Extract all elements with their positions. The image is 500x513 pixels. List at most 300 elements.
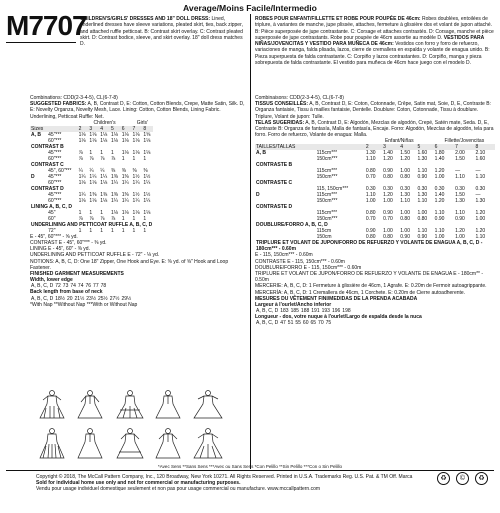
size-cell: 6 [434, 144, 454, 150]
table-row [30, 192, 153, 198]
yardage-cell: 1¼ [78, 173, 86, 180]
yardage-cell: 1.40 [383, 150, 393, 157]
note-line: CONTRASTE E - 115, 150cm*** - 0.60m [255, 258, 345, 265]
fabric-width: 150cm*** [316, 198, 338, 205]
yardage-cell: 1.10 [475, 234, 486, 241]
fabric-width: 72" [48, 227, 56, 234]
yardage-cell: 1.20 [475, 228, 486, 235]
table-row [30, 228, 153, 234]
note-line: NOTIONS: A, B, C, D: One 18" Zipper, One Hook and Eye. E: ⅜ yd. of ⅝" Hook and Loop Fastener. [30, 258, 229, 271]
table-row [30, 168, 153, 174]
finished-heading-fr: MESURES DU VÊTEMENT FINI/MEDIDAS DE LA PRENDA ACABADA [255, 295, 418, 302]
table-row [30, 198, 153, 204]
fabric-width: 45"*** [48, 149, 62, 156]
yardage-cell: 1 [89, 227, 93, 234]
divider [6, 42, 76, 43]
yardage-cell: 1.00 [365, 198, 376, 205]
yardage-cell: 1⅛ [78, 197, 86, 204]
size-cell: 2 [78, 126, 89, 132]
yardage-cell: — [475, 168, 481, 175]
copyright-icon: © [456, 472, 469, 485]
measurement-cell: 77 [93, 283, 99, 290]
table-row [30, 138, 153, 144]
yardage-cell: 1.00 [434, 174, 445, 181]
column-divider [250, 14, 251, 469]
size-cell: 4 [99, 126, 110, 132]
size-header-girls: Girls' [136, 119, 148, 126]
dress-sketch-b-front [117, 391, 143, 419]
fabric-width: 115cm*** [316, 210, 338, 217]
tailles-label: TAILLES/TALLAS [255, 144, 316, 150]
yardage-cell: 1.10 [434, 228, 445, 235]
size-header-enfant: Enfant/Niñas [384, 138, 414, 145]
yardage-cell: 1.10 [434, 210, 445, 217]
yardage-cell: 0.80 [365, 210, 376, 217]
table-row [30, 156, 153, 162]
table-row [30, 180, 153, 186]
note-line: CONTRAST E - 45", 60"*** - ⅜ yd. [30, 240, 107, 247]
yardage-cell: 1.40 [434, 192, 445, 199]
yardage-cell: 1.60 [475, 156, 486, 163]
measurement-cell: 76 [85, 283, 92, 290]
notes-fr [255, 252, 495, 295]
measurement-cell: 75 [325, 320, 332, 327]
yardage-cell: ¼ [78, 167, 83, 174]
suggested-fabrics-heading: SUGGESTED FABRICS: [30, 101, 87, 108]
yardage-cell: 1⅜ [100, 191, 108, 198]
note-line: MERCERIE: A, B, C, D: 1 Fermeture à glissière de 46cm, 1 Agrafe. E: 0.20m de Fermoir autoagrippante. [255, 283, 487, 290]
yardage-cell: 1.00 [383, 198, 393, 205]
dress-sketch-d-front [117, 429, 143, 459]
view-label: A, B, C, D [31, 283, 54, 290]
dress-sketch-doll [194, 391, 222, 419]
measurement-cell: 72 [55, 283, 61, 290]
yardage-cell: 1.00 [434, 234, 445, 241]
description-body-es: Vestidos con forro y forro de refuerzo, variaciones de manga, falda plisada, lazos, cierre de cremallera en espalda y volante de enagua unido. B: Pieza superpuesta de falda contrastante. C: Corpiño y lazos contrastantes. D: Corpiño, manga y pieza sobrepuesta de falda contrastante. El vestido para muñeca de 46cm hace juego con el modelo D. [255, 41, 490, 67]
yardage-cell: 1⅛ [132, 209, 140, 216]
yardage-cell: 1 [78, 209, 82, 216]
description-heading: CHILDREN'S/GIRLS' DRESSES AND 18" DOLL DRESS: [80, 16, 211, 22]
size-header-fillette: Fillette/Jovencitas [444, 138, 485, 145]
yardage-cell: 1⅛ [89, 197, 97, 204]
yardage-cell: 1.00 [455, 234, 465, 241]
yardage-cell: 1.30 [455, 198, 465, 205]
yardage-cell: 1.20 [434, 168, 445, 175]
telas-body: A, B, Contrast D, E: Algodón, Mezclas de algodón, Crepé, Satén mate, Seda. D, E, Contraste B: Organza de fantasía, Malla de fantasía, Encaje. Forro: Algodón, Mezclas de algodón, tela para forro. Forro de refuerzo, Volante de enagua: Malla. [255, 119, 494, 139]
yardage-cell: ⅜ [132, 167, 137, 174]
finished-sub-length: Back length from base of neck [30, 289, 103, 296]
yardage-cell: ⅞ [100, 155, 105, 162]
yardage-cell: 0.80 [365, 168, 376, 175]
note-line: MERCERÍA: A, B, C, D: 1 Cremallera de 46cm, 1 Corchete. E: 0.20m de Cierre autoadherente. [255, 289, 466, 296]
description-body-fr: Robes doublées, entoilées de triplure, à variantes de manche, jupe plissée, attaches, fermeture à glissière dos et volant de jupon attaché. B: Pièce superposée de jupe contrastante. C: Corsage et attaches contrastés. D: Corsage, manche et pièce superposée de jupe contrastants. Robe pour poupée de 46cm assortie au modèle D. [255, 16, 494, 41]
yardage-cell: ⅞ [78, 155, 83, 162]
yardage-cell: 2.10 [475, 150, 486, 157]
yardage-cell: 1.10 [365, 192, 376, 199]
yardage-cell: 1¼ [89, 173, 97, 180]
yardage-cell: — [455, 168, 461, 175]
yardage-cell: 1.10 [400, 198, 410, 205]
yardage-cell: 1⅛ [89, 179, 97, 186]
nap-note: *With Nap **Without Nap ***With or Without Nap [30, 301, 138, 308]
yardage-cell: 1.00 [400, 168, 410, 175]
yardage-cell: 0.80 [383, 174, 393, 181]
yardage-cell: 1.20 [400, 156, 410, 163]
yardage-cell: 0.90 [365, 228, 376, 235]
yardage-cell: 1.10 [417, 198, 428, 205]
yardage-cell: 1⅛ [110, 131, 118, 138]
notes [30, 234, 248, 271]
yardage-cell: 1⅝ [143, 131, 151, 138]
section-heading: TRIPLURE ET VOLANT DE JUPON/FORRO DE REFUERZO Y VOLANTE DE ENAGUA A, B, C, D - 180cm*** - 0.60m [256, 240, 483, 253]
tissus-heading: TISSUS CONSEILLÉS: [255, 101, 309, 108]
dress-sketch-b-back [156, 391, 180, 419]
yardage-cell: 1 [121, 155, 125, 162]
yardage-cell: 0.90 [417, 174, 428, 181]
section-heading: CONTRAST C [31, 161, 64, 168]
yardage-cell: 1⅛ [143, 149, 151, 156]
size-cell: 3 [88, 126, 99, 132]
yardage-cell: 1¼ [132, 197, 140, 204]
yardage-cell: 1.30 [400, 192, 410, 199]
measurement-cell: 27½ [109, 295, 120, 302]
copyright-line: Copyright © 2018, The McCall Pattern Company, Inc., 120 Broadway, New York 10271. All Rights Reserved. Printed in U.S.A. Trademarks Reg. U.S. Pat. & TM Off. Marca [36, 474, 413, 480]
dress-sketch-a-front [40, 391, 64, 419]
section-heading: UNDERLINING AND PETTICOAT RUFFLE A, B, C, D [31, 221, 153, 228]
table-row [30, 174, 153, 180]
fabric-width: 115cm*** [316, 150, 338, 157]
yardage-cell: 1¼ [143, 197, 151, 204]
yardage-cell: 1⅛ [100, 197, 108, 204]
section-heading: DOUBLURE/FORRO A, B, C, D [256, 222, 328, 229]
yardage-cell: 1⅛ [121, 137, 129, 144]
measurement-cell: 188 [300, 308, 310, 315]
fabric-width: 45", 60"*** [48, 167, 72, 174]
yardage-cell: ⅜ [121, 167, 126, 174]
home-use-line-fr: Vendu pour usage individuel domestique seulement et non pas pour usage commercial ou manufacture. www.mccallpattern.com [36, 486, 321, 492]
yardage-cell: ⅜ [143, 167, 148, 174]
yardage-cell: ¼ [100, 167, 105, 174]
measurement-cell: 20 [66, 295, 73, 302]
fabric-width: 150cm*** [316, 174, 338, 181]
measurement-cell: 21½ [74, 295, 85, 302]
fabric-width: 45" [48, 209, 56, 216]
size-cell: 6 [121, 126, 132, 132]
yardage-cell: 1⅜ [121, 173, 129, 180]
yardage-cell: ⅞ [100, 215, 105, 222]
yardage-cell: 1 [78, 227, 82, 234]
fabric-width: 60"*** [48, 155, 62, 162]
yardage-cell: 1¼ [121, 197, 129, 204]
size-cell: 8 [474, 144, 495, 150]
yardage-table [30, 120, 153, 234]
yardage-cell: 1⅛ [78, 179, 86, 186]
dress-sketch-c-back [78, 429, 102, 459]
size-cell: 5 [416, 144, 433, 150]
fabric-width: 115, 150cm*** [316, 186, 349, 193]
measurement-cell: 183 [280, 308, 289, 315]
dress-sketch-c-front [40, 429, 64, 459]
yardage-cell: 1¼ [132, 179, 140, 186]
yardage-cell: 1.20 [383, 192, 393, 199]
footer-copyright [36, 474, 426, 492]
finished-heading: FINISHED GARMENT MEASUREMENTS [30, 271, 124, 278]
yardage-cell: 1.10 [365, 156, 376, 163]
yardage-cell: 0.80 [383, 234, 393, 241]
size-cell: 3 [382, 144, 399, 150]
yardage-cell: ¼ [89, 167, 94, 174]
yardage-cell: 1.20 [383, 156, 393, 163]
yardage-cell: 1.20 [434, 198, 445, 205]
yardage-cell: 1.50 [455, 192, 465, 199]
yardage-cell: ⅞ [78, 215, 83, 222]
size-cell: 4 [399, 144, 416, 150]
pattern-number: M7707 [6, 10, 87, 41]
dress-sketch-d-back [156, 429, 180, 459]
measurement-cell: 65 [310, 320, 317, 327]
yardage-cell: — [475, 192, 481, 199]
section-heading: CONTRAST D [31, 185, 64, 192]
finished-length-row-fr [255, 320, 332, 326]
measurement-cell: 51 [287, 320, 294, 327]
size-cell: 2 [365, 144, 382, 150]
yardage-cell: 1.50 [455, 156, 465, 163]
measurement-cell: 25½ [98, 295, 108, 302]
description-french-spanish [255, 16, 495, 66]
yardage-cell: 0.30 [475, 186, 486, 193]
yardage-cell: 1⅛ [132, 131, 140, 138]
yardage-cell: 0.80 [417, 216, 428, 223]
yardage-cell: 0.70 [365, 216, 376, 223]
yardage-cell: 0.90 [434, 216, 445, 223]
yardage-cell: 1 [132, 155, 136, 162]
suggested-fabrics-body: A, B, Contrast D, E: Cotton, Cotton Blends, Crepe, Matte Satin, Silk. D, E: Novelty Organza, Novelty Mesh, Lace. Lining: Cotton, Cotton Blends, Lining Fabric. Underlining, Petticoat Ruffle: Net. [30, 101, 245, 120]
yardage-cell: 0.90 [383, 168, 393, 175]
yardage-cell: 1⅛ [78, 131, 86, 138]
size-row: Sizes 2 3 4 5 6 7 8 [30, 126, 153, 132]
yardage-cell: 1 [143, 215, 147, 222]
yardage-cell: 1.10 [417, 228, 428, 235]
table-row [30, 210, 153, 216]
yardage-cell: 1.20 [455, 228, 465, 235]
dress-line-drawings [30, 388, 248, 466]
note-line: LINING E - 45", 60" - ⅜ yd. [30, 246, 90, 253]
measurement-cell: 193 [321, 308, 330, 315]
measurement-cell: 60 [302, 320, 309, 327]
yardage-cell: 1¼ [121, 179, 129, 186]
yardage-cell: 1¼ [110, 179, 118, 186]
dress-sketch-a-back [78, 391, 102, 419]
yardage-cell: 1.20 [475, 210, 486, 217]
yardage-cell: ⅜ [110, 167, 116, 174]
dress-sketches [30, 388, 248, 513]
metric-table [255, 138, 495, 252]
yardage-cell: 1.30 [365, 150, 376, 157]
table-row [30, 132, 153, 138]
size-header-children: Children's [93, 119, 116, 126]
size-cell: 8 [142, 126, 153, 132]
home-use-line: Sold for individual home use only and not for commercial or manufacturing purposes. [36, 480, 241, 486]
yardage-cell: 1⅛ [78, 137, 86, 144]
measurement-cell: 23½ [86, 295, 96, 302]
measurement-cell: 70 [318, 320, 324, 327]
yardage-cell: 0.70 [383, 216, 393, 223]
size-cell: 7 [132, 126, 143, 132]
size-cell: 7 [454, 144, 474, 150]
measurement-cell: 18½ [55, 295, 65, 302]
note-line: E - 45", 60"*** - ⅝ yd. [30, 233, 78, 240]
fabric-width: 150cm*** [316, 156, 338, 163]
yardage-cell: 1.40 [434, 156, 445, 163]
recycle-icon: ♻ [437, 472, 450, 485]
fabric-width: 115cm*** [316, 192, 338, 199]
fabric-width: 115cm*** [316, 168, 338, 175]
yardage-cell: 1⅛ [110, 137, 118, 144]
size-cell: 5 [110, 126, 121, 132]
yardage-cell: 1⅜ [89, 191, 97, 198]
measurement-cell: 47 [280, 320, 286, 327]
note-line: DOUBLURE/FORRO E - 115, 150cm*** - 0.60m [255, 264, 362, 271]
measurement-cell: 74 [70, 283, 76, 290]
yardage-cell: 1 [110, 149, 114, 156]
footer-icons [437, 472, 488, 485]
yardage-cell: 1.60 [417, 150, 428, 157]
fabric-width: 45"*** [48, 173, 62, 180]
yardage-cell: 0.80 [400, 216, 410, 223]
yardage-cell: 1⅛ [143, 137, 151, 144]
yardage-cell: 1 [89, 209, 93, 216]
yardage-cell: ⅞ [110, 215, 116, 222]
measurement-cell: 73 [62, 283, 69, 290]
view-label: A, B [256, 150, 266, 157]
section-row [30, 222, 153, 228]
description-heading-es: VESTIDOS PARA NIÑAS/JOVENCITAS Y VESTIDO PARA MUÑECA DE 46cm: [255, 34, 485, 48]
table-row [30, 296, 132, 302]
measurement-cell: 78 [100, 283, 107, 290]
measurement-cell: 55 [295, 320, 301, 327]
yardage-cell: 0.30 [455, 186, 465, 193]
description-body: Lined, underlined dresses have sleeve variations, pleated skirt, ties, back zipper, and attached ruffle petticoat. B: Contrast skirt overlay. C: Contrast pleated skirt. D: Contrast bodice, sleeve, and skirt overlay. 18" doll dress matches D. [80, 16, 243, 48]
yardage-cell: ⅞ [89, 215, 94, 222]
yardage-cell: 1¼ [78, 191, 86, 198]
yardage-cell: 1.30 [475, 198, 486, 205]
yardage-cell: 1⅛ [132, 137, 140, 144]
yardage-cell: 1½ [132, 173, 140, 180]
table-row [30, 216, 153, 222]
yardage-cell: 1 [89, 149, 93, 156]
yardage-cell: 1.10 [475, 174, 486, 181]
yardage-cell: 0.30 [383, 186, 393, 193]
fabric-width: 150cm [316, 234, 332, 241]
yardage-cell: 1⅛ [132, 149, 140, 156]
yardage-cell: 1¼ [110, 197, 118, 204]
yardage-cell: 0.80 [365, 234, 376, 241]
fabric-width: 150cm*** [316, 216, 338, 223]
yardage-cell: 0.80 [400, 174, 410, 181]
yardage-cell: 1 [121, 215, 125, 222]
yardage-cell: 1 [110, 227, 114, 234]
yardage-cell: 0.30 [434, 186, 445, 193]
fabric-width: 60"*** [48, 137, 62, 144]
yardage-cell: 1.00 [400, 210, 410, 217]
yardage-cell: 1 [121, 227, 125, 234]
note-line: E - 115, 150cm*** - 0.60m [255, 252, 313, 259]
yardage-cell: 0.70 [365, 174, 376, 181]
table-row [30, 150, 153, 156]
yardage-cell: 0.30 [365, 186, 376, 193]
fabric-width: 60"*** [48, 197, 62, 204]
view-label: A, B, C, D [256, 320, 279, 327]
yardage-cell: 1¼ [143, 179, 151, 186]
section-heading: CONTRASTE B [256, 162, 293, 169]
yardage-cell: 1.10 [455, 210, 465, 217]
yardage-cell: 1⅛ [100, 137, 108, 144]
yardage-cell: 1.80 [434, 150, 445, 157]
finished-length-row [30, 296, 132, 302]
dress-sketch-e [194, 429, 222, 459]
yardage-cell: 1⅜ [110, 173, 118, 180]
english-yardage-column [30, 95, 248, 308]
yardage-cell: 1⅜ [121, 191, 129, 198]
section-heading: CONTRAST B [31, 143, 64, 150]
yardage-cell: 2.00 [455, 150, 465, 157]
view-label: D [31, 173, 35, 180]
yardage-cell: 1.00 [400, 228, 410, 235]
yardage-cell: 1 [100, 209, 103, 216]
yardage-cell: 1⅛ [121, 149, 129, 156]
yardage-cell: 1 [132, 215, 136, 222]
yardage-cell: ⅞ [89, 155, 94, 162]
yardage-cell: 1¼ [100, 173, 108, 180]
yardage-cell: 1⅛ [121, 131, 129, 138]
yardage-cell: 1½ [143, 173, 151, 180]
yardage-cell: 1.30 [417, 156, 428, 163]
measurement-cell: 191 [311, 308, 320, 315]
yardage-cell: 1 [100, 227, 103, 234]
yardage-cell: 1.00 [383, 228, 393, 235]
fabric-width: 60" [48, 215, 56, 222]
yardage-cell: 1⅛ [143, 209, 151, 216]
measurement-cell: 196 [331, 308, 341, 315]
recycle-icon: ♻ [475, 472, 488, 485]
yardage-cell: 0.90 [455, 216, 465, 223]
yardage-cell: 1⅛ [89, 131, 97, 138]
telas-heading: TELAS SUGERIDAS: [255, 119, 305, 126]
yardage-cell: 1½ [143, 191, 151, 198]
yardage-cell: 1⅛ [110, 209, 118, 216]
yardage-cell: 1.00 [417, 210, 428, 217]
section-row [255, 240, 495, 252]
difficulty-title: Average/Moins Facile/Intermedio [183, 3, 317, 13]
note-line: TRIPLURE ET VOLANT DE JUPON/FORRO DE REFUERZO Y VOLANTE DE ENAGUA E - 180cm** - 0.50m [255, 271, 484, 284]
yardage-cell: 1.10 [455, 174, 465, 181]
section-heading: LINING A, B, C, D [31, 203, 72, 210]
yardage-cell: 1.10 [417, 168, 428, 175]
yardage-cell: 1.00 [475, 216, 486, 223]
yardage-cell: 1⅜ [110, 191, 118, 198]
yardage-cell: 1½ [132, 191, 140, 198]
finished-sub-length-fr: Longueur - dos, votre nuque à l'ourlet/Largo de espalda desde la nuca [255, 314, 422, 321]
nap-footnote: *Avec Sens **Sans Sens ***Avec ou Sans Sens *Con Pelillo **Sin Pelillo ***Con o Sin Pelillo [158, 464, 342, 469]
yardage-cell: 0.90 [383, 210, 393, 217]
description-heading-fr: ROBES POUR ENFANT/FILLETTE ET ROBE POUR POUPÉE DE 46cm: [255, 16, 421, 22]
yardage-cell: 0.30 [400, 186, 410, 193]
measurement-cell: 185 [290, 308, 299, 315]
measurement-cell: 29½ [121, 295, 132, 302]
description-english [80, 16, 248, 47]
note-line: UNDERLINING AND PETTICOAT RUFFLE E - 72" - ⅛ yd. [30, 252, 160, 259]
view-label: A, B, C, D [31, 295, 54, 302]
